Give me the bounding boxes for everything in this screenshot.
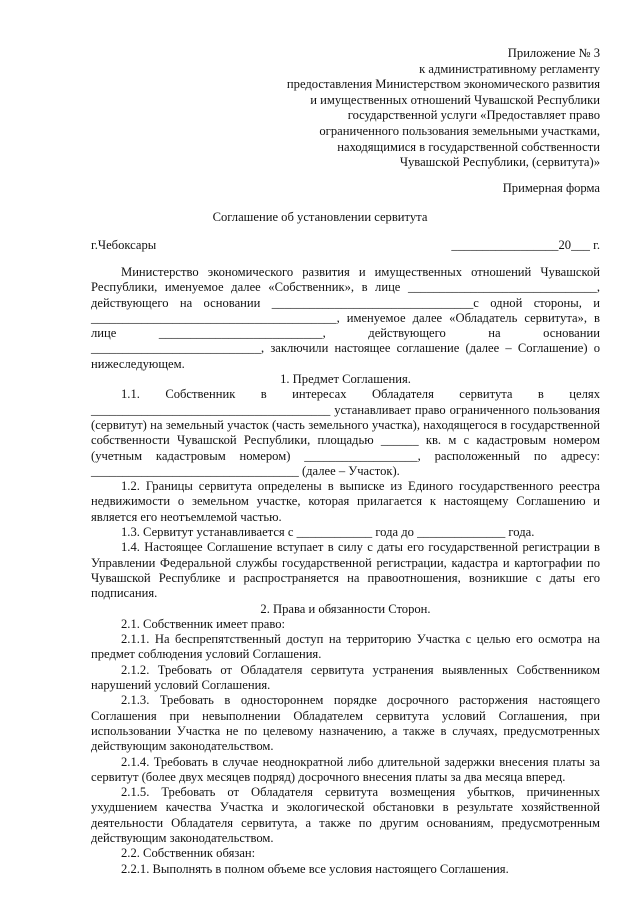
section-heading-2: 2. Права и обязанности Сторон. bbox=[260, 601, 431, 616]
paragraph-1-1: 1.1. Собственник в интересах Обладателя сервитута в целях ______________________________________ устанавливает право ограниченного пользования (сервитут) на земельный участок (часть земельного участка), находящегося в государственной собственности Чувашской Республики, площадью ______ кв. м с кадастровым номером (учетным кадастровым номером) __________________, расположенный по адресу: _________________________________ (далее – Участок). bbox=[91, 387, 600, 478]
header-line: к административному регламенту bbox=[419, 61, 600, 76]
header-line: и имущественных отношений Чувашской Республики bbox=[310, 92, 600, 107]
city-name: г.Чебоксары bbox=[91, 238, 157, 252]
header-line: Чувашской Республики, (сервитута)» bbox=[399, 155, 600, 170]
paragraph-2-1-2: 2.1.2. Требовать от Обладателя сервитута устранения выявленных Собственником нарушений условий Соглашения. bbox=[91, 662, 600, 693]
paragraph-1-2: 1.2. Границы сервитута определены в выписке из Единого государственного реестра недвижимости о земельном участке, которая прилагается к настоящему Соглашению и является его неотъемлемой частью. bbox=[91, 479, 600, 524]
paragraph-2-2-1: 2.2.1. Выполнять в полном объеме все условия настоящего Соглашения. bbox=[121, 861, 509, 876]
paragraph-2-1-5: 2.1.5. Требовать от Обладателя сервитута возмещения убытков, причиненных ухудшением качества Участка и экологической обстановки в результате хозяйственной деятельности Обладателя сервитута, а также по другим основаниям, предусмотренным действующим законодательством. bbox=[91, 785, 600, 845]
paragraph-2-2: 2.2. Собственник обязан: bbox=[121, 846, 256, 861]
paragraph-2-1-4: 2.1.4. Требовать в случае неоднократной либо длительной задержки внесения платы за сервитут (более двух месяцев подряд) досрочного внесения платы за два месяца вперед. bbox=[91, 754, 600, 784]
paragraph-2-1: 2.1. Собственник имеет право: bbox=[121, 616, 286, 631]
paragraph-2-1-1: 2.1.1. На беспрепятственный доступ на территорию Участка с целью его осмотра на предмет соблюдения условий Соглашения. bbox=[91, 632, 600, 662]
paragraph-1-3: 1.3. Сервитут устанавливается с ____________ года до ______________ года. bbox=[121, 525, 535, 540]
date-blank: _________________20___ г. bbox=[451, 238, 600, 252]
header-line: ограниченного пользования земельными участками, bbox=[319, 123, 600, 138]
appendix-header bbox=[240, 46, 600, 171]
paragraph-2-1-3: 2.1.3. Требовать в одностороннем порядке досрочного расторжения настоящего Соглашения при невыполнении Обладателем сервитута условий Соглашения, при использовании Участка не по целевому назначению, а также в случаях, предусмотренных действующим законодательством. bbox=[91, 693, 600, 754]
header-line: Приложение № 3 bbox=[507, 46, 600, 60]
form-type-label: Примерная форма bbox=[502, 181, 600, 195]
agreement-body bbox=[91, 265, 600, 877]
header-line: предоставления Министерством экономического развития bbox=[286, 77, 600, 92]
paragraph-1-4: 1.4. Настоящее Соглашение вступает в силу с даты его государственной регистрации в Управлении Федеральной службы государственной регистрации, кадастра и картографии по Чувашской Республике и распространяется на правоотношения, возникшие с даты его подписания. bbox=[91, 540, 600, 601]
city-date-line bbox=[91, 238, 600, 254]
section-heading-1: 1. Предмет Соглашения. bbox=[280, 372, 411, 387]
header-line: находящимися в государственной собственности bbox=[337, 139, 600, 154]
header-line: государственной услуги «Предоставляет право bbox=[347, 108, 600, 123]
document-title: Соглашение об установлении сервитута bbox=[212, 210, 428, 224]
intro-paragraph: Министерство экономического развития и имущественных отношений Чувашской Республики, именуемое далее «Собственник», в лице ______________________________, действующего на основании ________________________________с одной стороны, и _______________________________________, именуемое далее «Обладатель сервитута», в лице __________________________, действующего на основании ___________________________, заключили настоящее соглашение (далее – Соглашение) о нижеследующем. bbox=[91, 265, 600, 371]
